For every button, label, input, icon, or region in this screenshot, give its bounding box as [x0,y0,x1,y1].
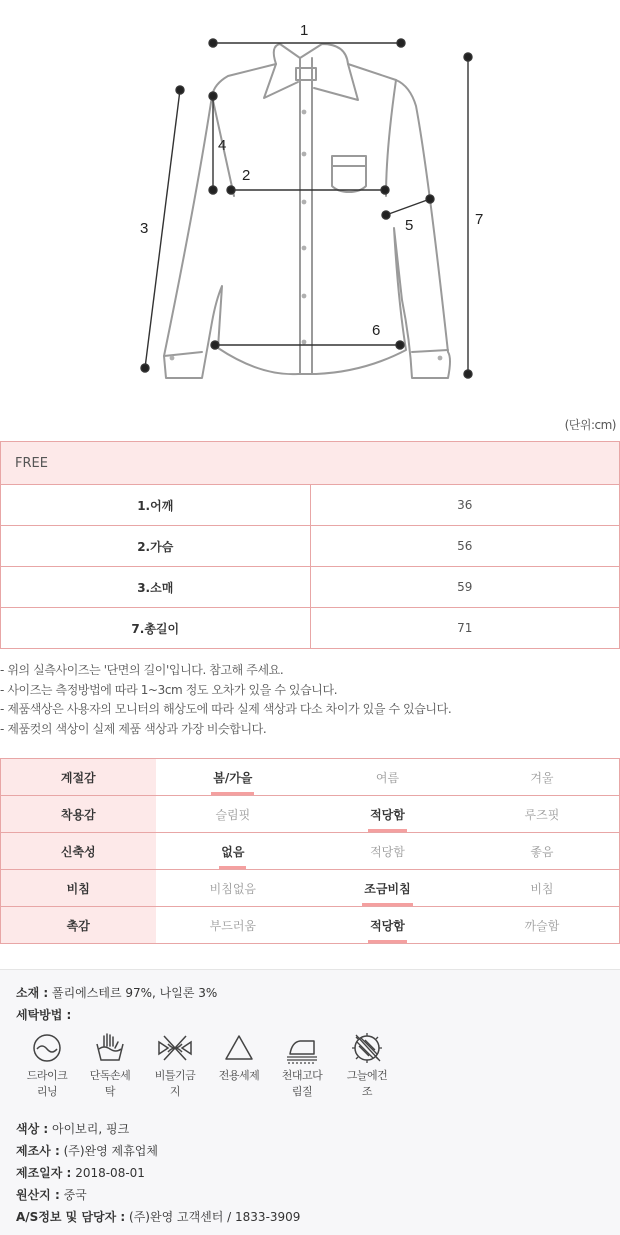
feel-category: 비침 [1,870,156,907]
hand-wash-icon [94,1032,126,1064]
table-row [1,759,620,796]
note-line: - 제품색상은 사용자의 모니터의 해상도에 따라 실제 색상과 다소 차이가 있을 수 있습니다. [0,702,452,716]
feel-category: 신축성 [1,833,156,870]
size-value: 56 [310,526,620,567]
wash-item: 단독손세 탁 [82,1032,138,1100]
measure-label-2: 2 [242,167,251,184]
note-line: - 사이즈는 측정방법에 따라 1~3cm 정도 오차가 있을 수 있습니다. [0,682,338,697]
table-row [1,485,620,526]
date-row: 제조일자 : 2018-08-01 [16,1166,145,1180]
feel-option: 적당함 [310,907,465,944]
size-value: 59 [310,567,620,608]
size-value: 36 [310,485,620,526]
wash-item: 전용세제 [211,1032,267,1084]
feel-option: 겨울 [465,759,620,796]
table-row [1,567,620,608]
fit-feel-table [0,758,620,944]
size-label: 1.어깨 [1,485,311,526]
feel-category: 촉감 [1,907,156,944]
feel-category: 계절감 [1,759,156,796]
feel-option: 비침없음 [156,870,311,907]
feel-option: 봄/가을 [156,759,311,796]
feel-option: 까슬함 [465,907,620,944]
measure-label-6: 6 [372,322,381,339]
feel-option: 루즈핏 [465,796,620,833]
size-label: 2.가슴 [1,526,311,567]
shirt-measurement-diagram [0,0,620,410]
feel-option: 조금비침 [310,870,465,907]
feel-category: 착용감 [1,796,156,833]
feel-option: 없음 [156,833,311,870]
measure-label-5: 5 [405,217,414,234]
iron-cloth-icon [284,1032,320,1064]
feel-option: 적당함 [310,796,465,833]
wash-item: 비틀기금 지 [147,1032,203,1100]
wash-label: 세탁방법 : [16,1008,72,1022]
size-label: 3.소매 [1,567,311,608]
feel-option: 비침 [465,870,620,907]
size-header: FREE [1,442,620,485]
shade-dry-icon [351,1032,383,1064]
feel-option: 부드러움 [156,907,311,944]
size-table [0,441,620,649]
measure-label-7: 7 [475,211,484,228]
material-row: 소재 : 폴리에스테르 97%, 나일론 3% [16,986,218,1000]
wash-item: 천대고다 림질 [274,1032,330,1100]
product-info [0,969,620,1235]
color-row: 색상 : 아이보리, 핑크 [16,1122,130,1136]
feel-option: 적당함 [310,833,465,870]
measure-label-1: 1 [300,22,309,39]
no-wring-icon [156,1032,194,1064]
feel-option: 슬림핏 [156,796,311,833]
table-row [1,526,620,567]
size-notes [0,661,620,739]
feel-option: 좋음 [465,833,620,870]
origin-row: 원산지 : 중국 [16,1188,87,1202]
table-row [1,796,620,833]
measure-label-3: 3 [140,220,149,237]
table-row [1,608,620,649]
measure-label-4: 4 [218,137,227,154]
dry-cleaning-icon [31,1032,63,1064]
wash-item: 드라이크 리닝 [19,1032,75,1100]
size-label: 7.총길이 [1,608,311,649]
wash-item: 그늘에건 조 [339,1032,395,1100]
table-row [1,907,620,944]
feel-option: 여름 [310,759,465,796]
table-row [1,833,620,870]
size-value: 71 [310,608,620,649]
note-line: - 위의 실측사이즈는 '단면의 길이'입니다. 참고해 주세요. [0,663,284,677]
neutral-detergent-icon [223,1032,255,1064]
table-row [1,870,620,907]
note-line: - 제품컷의 색상이 실제 제품 색상과 가장 비슷합니다. [0,721,267,736]
maker-row: 제조사 : (주)완영 제휴업체 [16,1144,158,1158]
as-row: A/S정보 및 담당자 : (주)완영 고객센터 / 1833-3909 [16,1210,301,1224]
unit-label: (단위:cm) [564,418,616,432]
